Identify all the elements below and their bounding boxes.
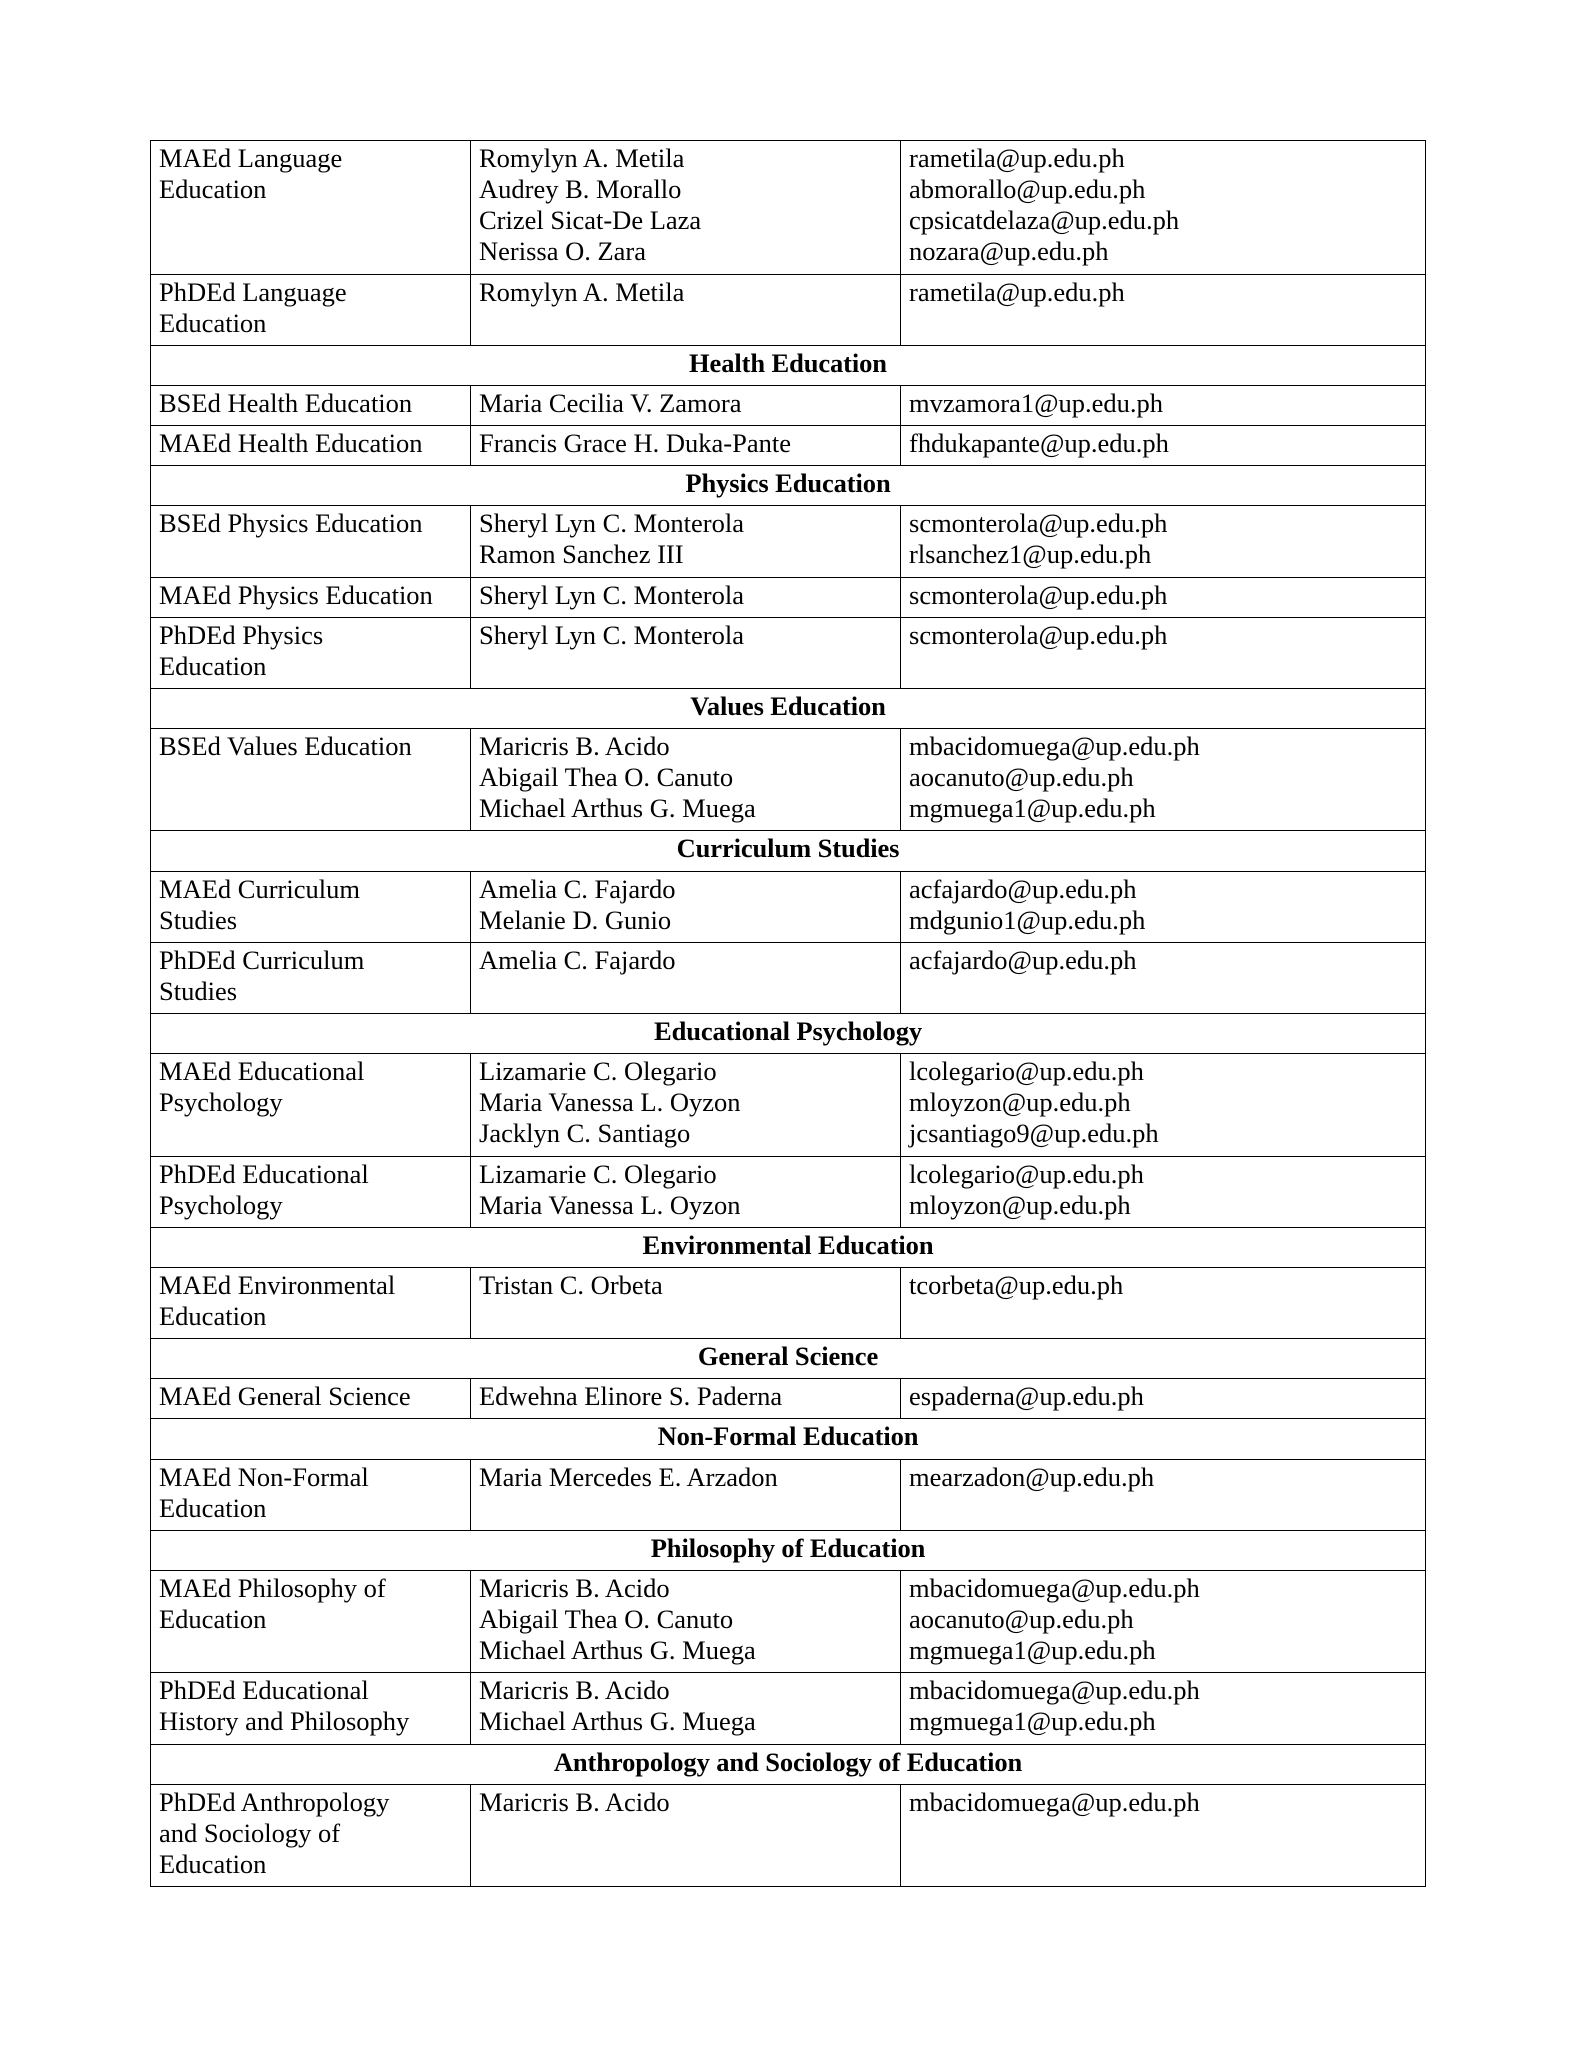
email-line: rametila@up.edu.ph [909,276,1125,307]
table-row [151,577,1426,617]
faculty-lines [479,580,892,611]
email-cell [901,1570,1426,1672]
faculty-line: Sheryl Lyn C. Monterola [479,579,744,610]
section-title: Environmental Education [151,1227,1426,1267]
email-line: cpsicatdelaza@up.edu.ph [909,205,1180,236]
email-line: scmonterola@up.edu.ph [909,508,1168,539]
email-line: mgmuega1@up.edu.ph [909,793,1156,824]
faculty-line: Maricris B. Acido [479,1786,670,1817]
email-lines [909,1675,1417,1737]
directory-table-body [151,141,1426,1887]
table-row [151,1673,1426,1744]
table-row [151,729,1426,831]
program-line: BSEd Health Education [159,387,413,418]
table-row [151,871,1426,942]
email-lines [909,508,1417,570]
program-cell [151,1054,471,1156]
table-row [151,141,1426,275]
email-line: mloyzon@up.edu.ph [909,1189,1131,1220]
program-line: PhDEd Educational [159,1158,369,1189]
program-line: Education [159,1848,267,1879]
email-line: mbacidomuega@up.edu.ph [909,1675,1200,1706]
faculty-cell [471,385,901,425]
email-cell [901,942,1426,1013]
email-lines [909,1462,1417,1493]
program-line: Education [159,307,267,338]
faculty-line: Lizamarie C. Olegario [479,1158,717,1189]
program-line: Education [159,1301,267,1331]
program-lines [159,428,462,459]
email-line: mbacidomuega@up.edu.ph [909,731,1200,761]
section-title: Non-Formal Education [151,1419,1426,1459]
faculty-line: Edwehna Elinore S. Paderna [479,1381,783,1412]
program-lines [159,1159,462,1221]
faculty-line: Maria Vanessa L. Oyzon [479,1189,741,1220]
program-line: Psychology [159,1189,283,1220]
email-line: mbacidomuega@up.edu.ph [909,1572,1200,1603]
email-cell [901,426,1426,466]
email-lines [909,277,1417,308]
program-lines [159,277,462,339]
email-line: jcsantiago9@up.edu.ph [909,1118,1159,1149]
section-header-row [151,831,1426,871]
table-row [151,1054,1426,1156]
program-lines [159,731,462,762]
faculty-line: Romylyn A. Metila [479,276,685,307]
email-cell [901,1156,1426,1227]
program-lines [159,580,462,611]
faculty-cell [471,426,901,466]
program-cell [151,617,471,688]
program-line: and Sociology of [159,1817,341,1848]
email-lines [909,1270,1417,1301]
faculty-line: Audrey B. Morallo [479,174,682,205]
program-lines [159,874,462,936]
faculty-lines [479,1462,892,1493]
email-line: acfajardo@up.edu.ph [909,944,1137,975]
program-lines [159,1573,462,1635]
email-lines [909,388,1417,419]
email-lines [909,1056,1417,1149]
program-cell [151,942,471,1013]
section-title: Curriculum Studies [151,831,1426,871]
program-line: PhDEd Educational [159,1675,369,1706]
email-line: mbacidomuega@up.edu.ph [909,1786,1200,1817]
program-cell [151,141,471,275]
faculty-line: Maria Vanessa L. Oyzon [479,1087,741,1118]
table-row [151,506,1426,577]
faculty-lines [479,945,892,976]
email-lines [909,428,1417,459]
email-line: aocanuto@up.edu.ph [909,1604,1134,1634]
program-cell [151,1156,471,1227]
program-line: PhDEd Language [159,276,347,307]
program-line: MAEd Language [159,143,343,173]
email-lines [909,1381,1417,1412]
faculty-lines [479,428,892,459]
program-line: Education [159,650,267,681]
faculty-lines [479,731,892,824]
faculty-line: Romylyn A. Metila [479,143,685,173]
program-cell [151,1459,471,1530]
section-title: General Science [151,1339,1426,1379]
table-row [151,1156,1426,1227]
program-lines [159,508,462,539]
section-header-row [151,1227,1426,1267]
program-line: BSEd Physics Education [159,508,423,539]
email-line: mgmuega1@up.edu.ph [909,1635,1156,1666]
email-line: mloyzon@up.edu.ph [909,1087,1131,1118]
faculty-line: Maricris B. Acido [479,1572,670,1603]
section-header-row [151,466,1426,506]
faculty-cell [471,1570,901,1672]
email-cell [901,141,1426,275]
email-lines [909,1159,1417,1221]
email-line: lcolegario@up.edu.ph [909,1056,1144,1087]
faculty-line: Abigail Thea O. Canuto [479,1604,734,1634]
email-line: lcolegario@up.edu.ph [909,1158,1144,1189]
section-title: Health Education [151,345,1426,385]
program-line: MAEd Curriculum [159,873,360,904]
faculty-lines [479,1159,892,1221]
program-cell [151,1379,471,1419]
table-row [151,1784,1426,1886]
faculty-line: Francis Grace H. Duka-Pante [479,428,791,458]
program-lines [159,1270,462,1332]
email-line: rametila@up.edu.ph [909,143,1125,173]
email-line: mearzadon@up.edu.ph [909,1461,1155,1492]
faculty-cell [471,1379,901,1419]
faculty-line: Michael Arthus G. Muega [479,1706,756,1737]
table-row [151,1379,1426,1419]
program-line: Education [159,174,267,205]
email-cell [901,1459,1426,1530]
program-lines [159,1787,462,1880]
faculty-line: Melanie D. Gunio [479,904,672,935]
program-line: MAEd General Science [159,1381,411,1412]
program-line: MAEd Physics Education [159,579,433,610]
section-title: Philosophy of Education [151,1530,1426,1570]
table-row [151,1459,1426,1530]
email-lines [909,580,1417,611]
program-cell [151,1673,471,1744]
faculty-lines [479,1787,892,1818]
program-cell [151,1267,471,1338]
faculty-line: Maria Mercedes E. Arzadon [479,1461,778,1492]
faculty-lines [479,277,892,308]
faculty-lines [479,1573,892,1666]
section-header-row [151,1419,1426,1459]
section-title: Values Education [151,688,1426,728]
faculty-lines [479,1381,892,1412]
email-line: fhdukapante@up.edu.ph [909,428,1169,458]
table-row [151,1267,1426,1338]
email-lines [909,874,1417,936]
email-line: aocanuto@up.edu.ph [909,762,1134,793]
faculty-line: Amelia C. Fajardo [479,944,676,975]
faculty-cell [471,1054,901,1156]
program-line: MAEd Educational [159,1056,365,1087]
faculty-lines [479,1675,892,1737]
email-cell [901,577,1426,617]
faculty-cell [471,1784,901,1886]
program-lines [159,945,462,1007]
table-row [151,942,1426,1013]
faculty-line: Michael Arthus G. Muega [479,793,756,824]
faculty-line: Crizel Sicat-De Laza [479,205,702,236]
faculty-line: Michael Arthus G. Muega [479,1635,756,1666]
program-cell [151,426,471,466]
section-header-row [151,1339,1426,1379]
program-cell [151,385,471,425]
faculty-cell [471,942,901,1013]
faculty-line: Sheryl Lyn C. Monterola [479,619,744,650]
email-cell [901,1784,1426,1886]
email-lines [909,945,1417,976]
program-lines [159,1381,462,1412]
program-line: Education [159,1492,267,1523]
email-cell [901,1054,1426,1156]
section-header-row [151,345,1426,385]
email-lines [909,143,1417,268]
email-line: scmonterola@up.edu.ph [909,619,1168,650]
email-line: abmorallo@up.edu.ph [909,174,1146,205]
program-cell [151,1570,471,1672]
email-cell [901,506,1426,577]
faculty-lines [479,1270,892,1301]
faculty-line: Nerissa O. Zara [479,236,647,267]
table-row [151,426,1426,466]
program-line: Psychology [159,1087,283,1118]
table-row [151,617,1426,688]
faculty-lines [479,508,892,570]
email-line: tcorbeta@up.edu.ph [909,1269,1124,1300]
program-cell [151,871,471,942]
program-line: Education [159,1604,267,1634]
section-header-row [151,1744,1426,1784]
email-lines [909,1573,1417,1666]
faculty-cell [471,729,901,831]
program-lines [159,1675,462,1737]
program-line: MAEd Environmental [159,1269,396,1300]
program-lines [159,620,462,682]
program-line: History and Philosophy [159,1706,410,1737]
program-line: MAEd Non-Formal [159,1461,369,1492]
program-cell [151,506,471,577]
faculty-cell [471,1673,901,1744]
table-row [151,1570,1426,1672]
program-line: MAEd Philosophy of [159,1572,386,1603]
email-cell [901,617,1426,688]
faculty-cell [471,1267,901,1338]
section-title: Anthropology and Sociology of Education [151,1744,1426,1784]
email-cell [901,1673,1426,1744]
email-cell [901,274,1426,345]
faculty-cell [471,871,901,942]
program-lines [159,1462,462,1524]
email-line: mvzamora1@up.edu.ph [909,387,1164,418]
faculty-lines [479,388,892,419]
table-row [151,385,1426,425]
email-cell [901,1379,1426,1419]
section-header-row [151,688,1426,728]
email-cell [901,1267,1426,1338]
faculty-line: Sheryl Lyn C. Monterola [479,508,744,539]
email-cell [901,729,1426,831]
faculty-line: Jacklyn C. Santiago [479,1118,691,1149]
faculty-line: Tristan C. Orbeta [479,1269,663,1300]
faculty-cell [471,141,901,275]
faculty-cell [471,577,901,617]
faculty-cell [471,506,901,577]
section-title: Educational Psychology [151,1014,1426,1054]
program-line: Studies [159,975,238,1006]
faculty-line: Amelia C. Fajardo [479,873,676,904]
program-line: PhDEd Curriculum [159,944,365,975]
faculty-line: Lizamarie C. Olegario [479,1056,717,1087]
email-line: mdgunio1@up.edu.ph [909,904,1146,935]
email-line: nozara@up.edu.ph [909,236,1109,267]
email-line: scmonterola@up.edu.ph [909,579,1168,610]
program-cell [151,577,471,617]
faculty-cell [471,1156,901,1227]
faculty-line: Maricris B. Acido [479,731,670,761]
program-lines [159,143,462,205]
faculty-lines [479,620,892,651]
table-row [151,274,1426,345]
program-line: BSEd Values Education [159,731,412,761]
faculty-line: Abigail Thea O. Canuto [479,762,734,793]
program-line: PhDEd Anthropology [159,1786,390,1817]
program-line: PhDEd Physics [159,619,324,650]
section-header-row [151,1014,1426,1054]
email-lines [909,620,1417,651]
section-header-row [151,1530,1426,1570]
faculty-cell [471,274,901,345]
email-lines [909,731,1417,824]
faculty-line: Maricris B. Acido [479,1675,670,1706]
email-line: acfajardo@up.edu.ph [909,873,1137,904]
email-line: espaderna@up.edu.ph [909,1381,1144,1412]
program-lines [159,1056,462,1118]
email-line: rlsanchez1@up.edu.ph [909,539,1152,570]
email-lines [909,1787,1417,1818]
program-line: MAEd Health Education [159,428,423,458]
faculty-line: Ramon Sanchez III [479,539,684,570]
email-line: mgmuega1@up.edu.ph [909,1706,1156,1737]
program-line: Studies [159,904,238,935]
faculty-cell [471,1459,901,1530]
program-cell [151,729,471,831]
faculty-directory-table [150,140,1426,1887]
program-cell [151,274,471,345]
email-cell [901,385,1426,425]
section-title: Physics Education [151,466,1426,506]
faculty-lines [479,1056,892,1149]
program-cell [151,1784,471,1886]
program-lines [159,388,462,419]
faculty-lines [479,143,892,268]
email-cell [901,871,1426,942]
faculty-lines [479,874,892,936]
faculty-line: Maria Cecilia V. Zamora [479,387,742,418]
faculty-cell [471,617,901,688]
